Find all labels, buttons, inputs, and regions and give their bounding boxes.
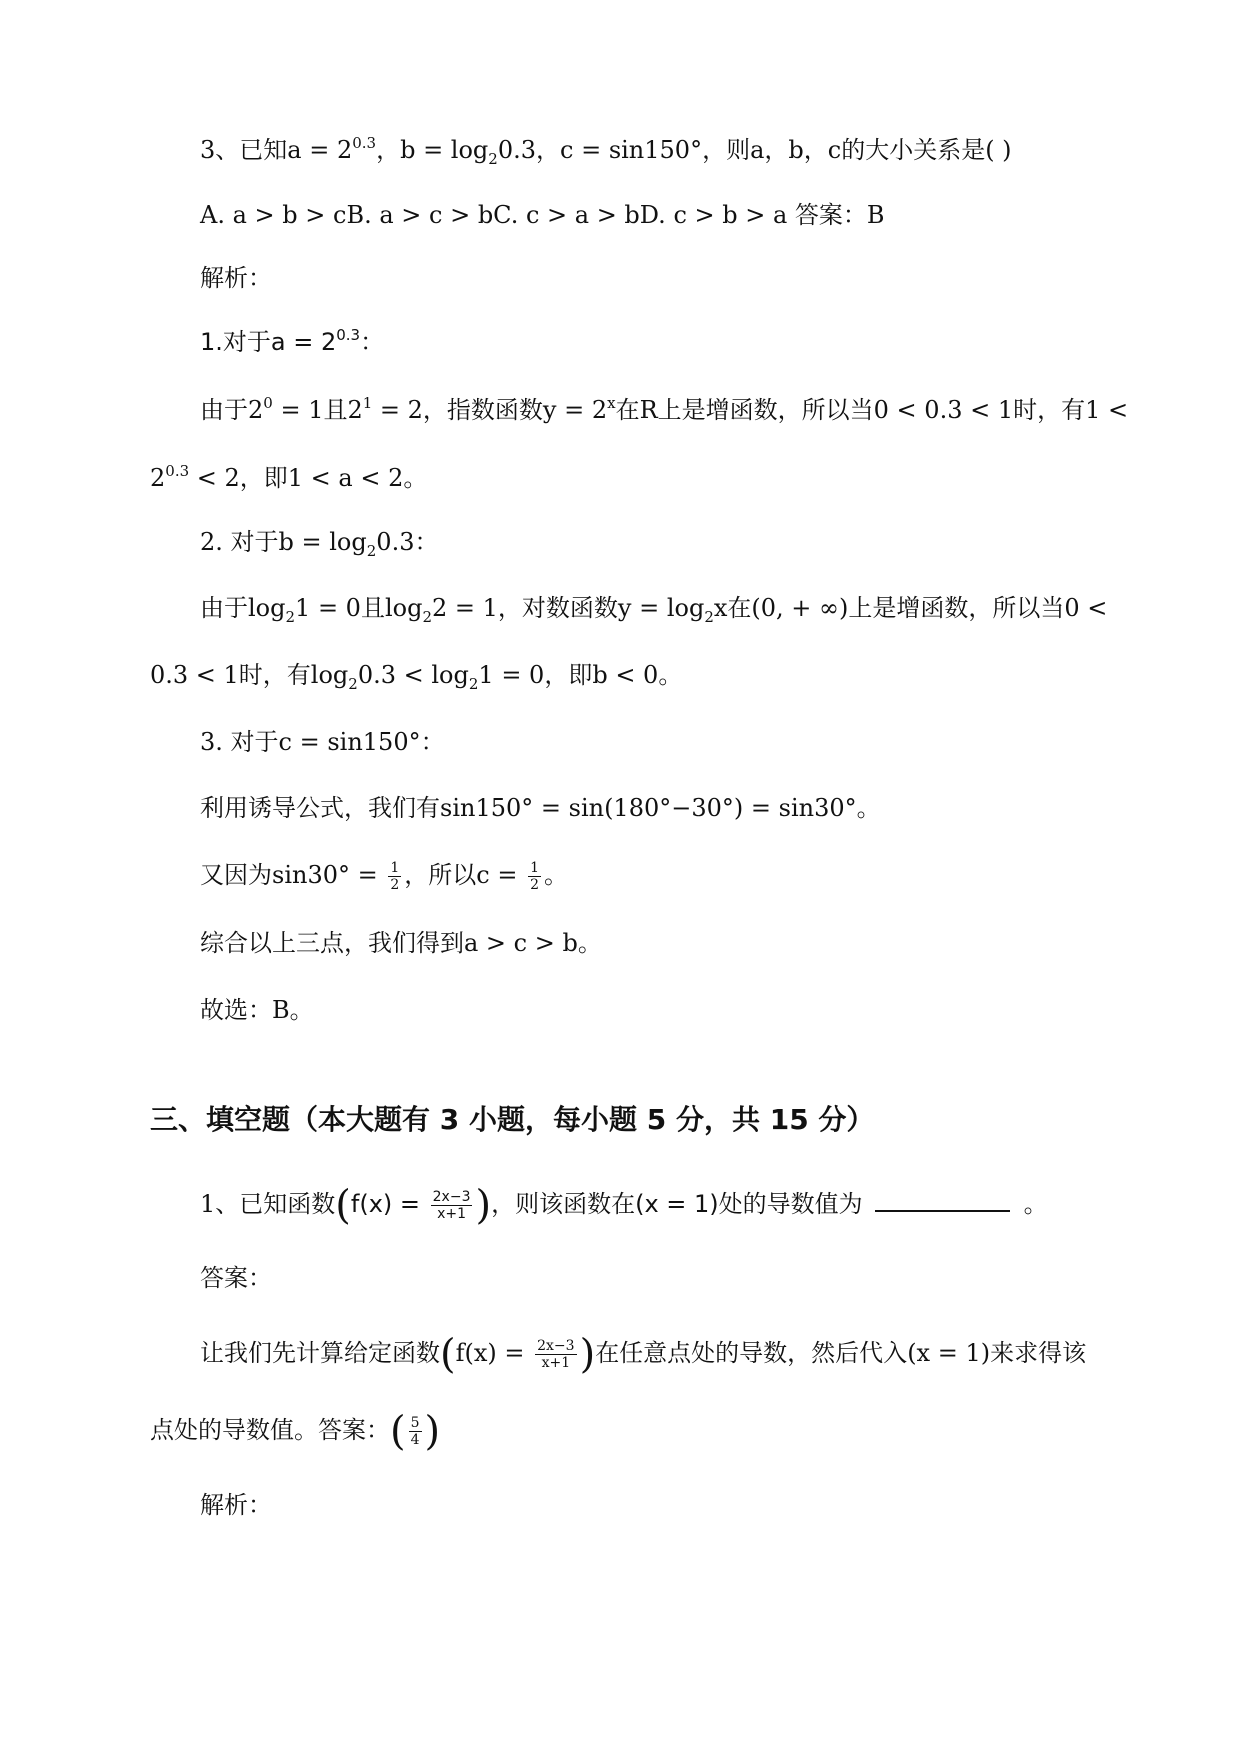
fill1-answer-line1 bbox=[200, 1331, 1087, 1378]
step3-title: 3. 对于c = sin150°： bbox=[200, 728, 445, 756]
fraction bbox=[431, 1189, 473, 1222]
text-span: 点处的导数值。答案： bbox=[150, 1416, 390, 1444]
step1-body-line2 bbox=[150, 463, 427, 493]
exponent: 0.3 bbox=[336, 326, 361, 344]
text-span: 0.3 < 1时，有log bbox=[150, 661, 349, 689]
text-span: < 2，即1 < a < 2。 bbox=[189, 464, 428, 492]
conclusion-line: 故选：B。 bbox=[200, 996, 314, 1024]
text-span: ( bbox=[390, 1408, 406, 1455]
fraction-numerator: 1 bbox=[530, 860, 540, 876]
summary-line: 综合以上三点，我们得到a > c > b。 bbox=[200, 929, 602, 957]
q3-stem-text: 3、已知a = 2 bbox=[200, 136, 353, 164]
text-span: 。 bbox=[1023, 1190, 1048, 1218]
step1-body-line1 bbox=[200, 395, 1128, 425]
text-span: 让我们先计算给定函数 bbox=[200, 1339, 440, 1367]
q3-stem-text: 0.3，c = sin150°，则a，b，c的大小关系是( ) bbox=[497, 136, 1012, 164]
log-base: 2 bbox=[488, 150, 498, 168]
text-span: ，所以c = bbox=[404, 861, 526, 889]
log-base: 2 bbox=[468, 675, 479, 693]
q3-stem bbox=[200, 134, 1012, 168]
text-span: f(x) = bbox=[350, 1190, 428, 1218]
q3-stem-text: ，b = log bbox=[376, 136, 489, 164]
step2-title bbox=[200, 527, 439, 560]
step2-body-line1 bbox=[200, 593, 1108, 626]
fraction bbox=[535, 1338, 576, 1371]
fill1-analysis-label: 解析： bbox=[200, 1491, 272, 1519]
answer-blank bbox=[875, 1188, 1010, 1212]
fraction-denominator: 4 bbox=[410, 1432, 420, 1448]
exponent: 0 bbox=[263, 394, 273, 412]
section-heading: 三、填空题（本大题有 3 小题，每小题 5 分，共 15 分） bbox=[150, 1103, 875, 1136]
log-base: 2 bbox=[422, 608, 432, 626]
q3-analysis-label: 解析： bbox=[200, 264, 272, 292]
fraction-denominator: x+1 bbox=[437, 1206, 467, 1222]
text-span: ，则该函数在 bbox=[491, 1190, 636, 1218]
step1-title-text: 1.对于a = 2 bbox=[200, 328, 337, 356]
text-span: ( bbox=[440, 1331, 456, 1378]
log-base: 2 bbox=[704, 608, 714, 626]
fraction bbox=[528, 860, 541, 893]
step3-body-line2 bbox=[200, 860, 568, 893]
exponent: 1 bbox=[362, 394, 373, 412]
log-base: 2 bbox=[348, 675, 358, 693]
text-span: (x = 1) bbox=[635, 1190, 719, 1218]
fraction-numerator: 2x−3 bbox=[432, 1189, 471, 1205]
q3-options: A. a > b > cB. a > c > bC. c > a > bD. c > b > a 答案：B bbox=[200, 201, 885, 229]
fraction-denominator: 2 bbox=[530, 877, 540, 893]
text-span: ) bbox=[579, 1331, 596, 1378]
text-span: 0.3： bbox=[376, 528, 439, 556]
text-span: 在任意点处的导数，然后代入 bbox=[595, 1339, 908, 1367]
text-span: 2 bbox=[150, 464, 166, 492]
step1-title bbox=[200, 327, 384, 357]
fill1-answer-line2 bbox=[150, 1408, 441, 1455]
fraction-numerator: 1 bbox=[390, 860, 400, 876]
fill1-stem bbox=[200, 1182, 1048, 1229]
text-span: x在(0, + ∞)上是增函数，所以当0 < bbox=[713, 594, 1108, 622]
log-base: 2 bbox=[285, 608, 296, 626]
fraction-numerator: 5 bbox=[410, 1415, 420, 1431]
text-span: 1 = 0且log bbox=[295, 594, 423, 622]
log-base: 2 bbox=[366, 542, 377, 560]
fraction-denominator: x+1 bbox=[541, 1355, 571, 1371]
exponent: 0.3 bbox=[352, 134, 377, 152]
exponent: x bbox=[607, 394, 616, 412]
text-span: ) bbox=[475, 1182, 492, 1229]
step1-title-text: ： bbox=[360, 328, 385, 356]
text-span: 由于log bbox=[200, 594, 286, 622]
fraction bbox=[388, 860, 401, 893]
text-span: 2 = 1，对数函数y = log bbox=[432, 594, 705, 622]
text-span: 来求得该 bbox=[990, 1339, 1087, 1367]
step2-body-line2 bbox=[150, 660, 683, 693]
text-span: 1、已知函数 bbox=[200, 1190, 336, 1218]
step3-body-line1: 利用诱导公式，我们有sin150° = sin(180°−30°) = sin30°。 bbox=[200, 794, 881, 822]
text-span: = 1且2 bbox=[272, 396, 363, 424]
text-span: 处的导数值为 bbox=[718, 1190, 863, 1218]
fraction bbox=[409, 1415, 422, 1448]
text-span: 在R上是增函数，所以当0 < 0.3 < 1时，有1 < bbox=[615, 396, 1129, 424]
fill1-answer-label: 答案： bbox=[200, 1264, 272, 1292]
text-span: 0.3 < log bbox=[357, 661, 469, 689]
text-span: 又因为sin30° = bbox=[200, 861, 386, 889]
text-span: 2. 对于b = log bbox=[200, 528, 367, 556]
text-span: ) bbox=[424, 1408, 441, 1455]
fraction-numerator: 2x−3 bbox=[537, 1338, 575, 1354]
exponent: 0.3 bbox=[165, 462, 190, 480]
fraction-denominator: 2 bbox=[390, 877, 400, 893]
text-span: (x = 1) bbox=[907, 1339, 991, 1367]
text-span: 。 bbox=[544, 861, 569, 889]
text-span: 1 = 0，即b < 0。 bbox=[478, 661, 683, 689]
text-span: ( bbox=[335, 1182, 351, 1229]
text-span: 由于2 bbox=[200, 396, 264, 424]
text-span: = 2，指数函数y = 2 bbox=[372, 396, 608, 424]
text-span: f(x) = bbox=[455, 1339, 533, 1367]
